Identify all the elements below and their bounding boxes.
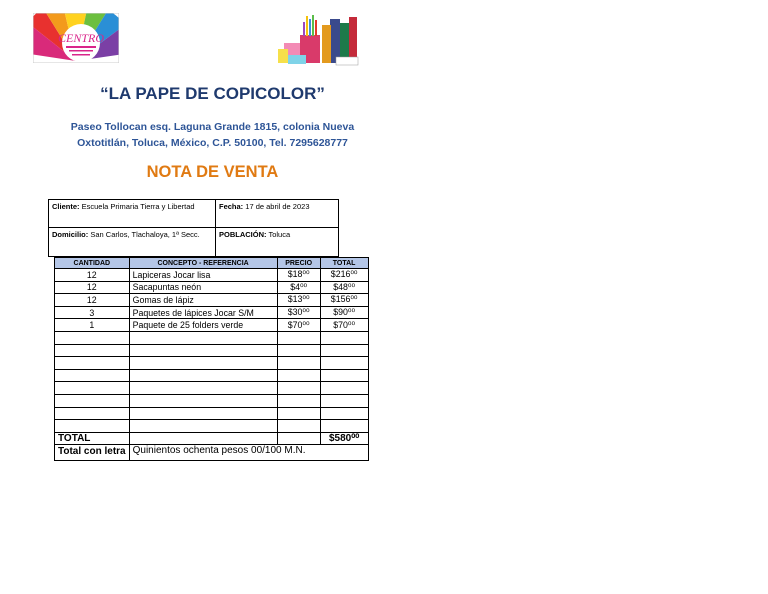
cell-total: $90⁰⁰ — [320, 306, 368, 319]
cell-total: $216⁰⁰ — [320, 269, 368, 282]
table-row — [55, 281, 369, 294]
header-precio: PRECIO — [277, 258, 320, 269]
empty-cell — [55, 382, 130, 395]
empty-cell — [129, 357, 277, 370]
empty-cell — [129, 420, 277, 433]
empty-cell — [320, 357, 368, 370]
empty-cell — [320, 344, 368, 357]
divider-horizontal — [49, 227, 338, 228]
cell-precio: $30⁰⁰ — [277, 306, 320, 319]
empty-cell — [55, 344, 130, 357]
cell-precio: $18⁰⁰ — [277, 269, 320, 282]
header-total: TOTAL — [320, 258, 368, 269]
cell-total: $48⁰⁰ — [320, 281, 368, 294]
poblacion-label: POBLACIÓN: — [219, 230, 267, 239]
domicilio-label: Domicilio: — [52, 230, 89, 239]
cell-cantidad: 12 — [55, 281, 130, 294]
empty-table-row — [55, 331, 369, 344]
total-value: $580⁰⁰ — [320, 432, 368, 445]
cliente-value: Escuela Primaria Tierra y Libertad — [79, 202, 195, 211]
customer-info-box — [48, 199, 339, 257]
cell-precio: $70⁰⁰ — [277, 319, 320, 332]
empty-cell — [277, 420, 320, 433]
empty-table-row — [55, 344, 369, 357]
table-row — [55, 269, 369, 282]
svg-text:CENTRO: CENTRO — [57, 31, 105, 45]
cliente-field — [52, 202, 195, 211]
fecha-field — [219, 202, 310, 211]
document-title: NOTA DE VENTA — [146, 163, 279, 181]
empty-cell — [129, 382, 277, 395]
empty-cell — [320, 394, 368, 407]
header-concepto: CONCEPTO - REFERENCIA — [129, 258, 277, 269]
empty-cell — [320, 331, 368, 344]
domicilio-field — [52, 230, 200, 239]
empty-cell — [277, 394, 320, 407]
domicilio-value: San Carlos, Tlachaloya, 1ª Secc. — [88, 230, 200, 239]
cell-cantidad: 3 — [55, 306, 130, 319]
cell-cantidad: 12 — [55, 294, 130, 307]
cell-total: $156⁰⁰ — [320, 294, 368, 307]
empty-cell — [277, 407, 320, 420]
total-label: TOTAL — [55, 432, 130, 445]
total-blank-precio — [277, 432, 320, 445]
cell-total: $70⁰⁰ — [320, 319, 368, 332]
empty-cell — [277, 382, 320, 395]
table-row — [55, 294, 369, 307]
table-header-row — [55, 258, 369, 269]
empty-cell — [129, 369, 277, 382]
cliente-label: Cliente: — [52, 202, 80, 211]
empty-cell — [277, 344, 320, 357]
empty-cell — [277, 357, 320, 370]
stationery-supplies-icon — [278, 13, 364, 67]
cell-cantidad: 12 — [55, 269, 130, 282]
empty-cell — [55, 394, 130, 407]
table-row — [55, 306, 369, 319]
cell-precio: $13⁰⁰ — [277, 294, 320, 307]
empty-cell — [55, 331, 130, 344]
empty-table-row — [55, 407, 369, 420]
empty-cell — [129, 344, 277, 357]
cell-concepto: Sacapuntas neón — [129, 281, 277, 294]
empty-cell — [320, 369, 368, 382]
empty-cell — [320, 407, 368, 420]
empty-table-row — [55, 420, 369, 433]
empty-cell — [55, 420, 130, 433]
total-blank-concepto — [129, 432, 277, 445]
empty-table-row — [55, 357, 369, 370]
address-line-2: Oxtotitlán, Toluca, México, C.P. 50100, Tel. 7295628777 — [77, 137, 348, 149]
poblacion-value: Toluca — [266, 230, 291, 239]
empty-cell — [129, 331, 277, 344]
empty-cell — [277, 331, 320, 344]
empty-cell — [277, 369, 320, 382]
fecha-label: Fecha: — [219, 202, 244, 211]
divider-vertical — [215, 200, 216, 256]
address-line-1: Paseo Tollocan esq. Laguna Grande 1815, colonia Nueva — [70, 121, 355, 133]
empty-cell — [129, 394, 277, 407]
cell-concepto: Gomas de lápiz — [129, 294, 277, 307]
total-row — [55, 432, 369, 445]
empty-table-row — [55, 394, 369, 407]
amount-in-words-value: Quinientos ochenta pesos 00/100 M.N. — [129, 445, 368, 461]
cell-concepto: Paquete de 25 folders verde — [129, 319, 277, 332]
empty-cell — [55, 357, 130, 370]
empty-cell — [129, 407, 277, 420]
header-cantidad: CANTIDAD — [55, 258, 130, 269]
empty-cell — [55, 369, 130, 382]
table-row — [55, 319, 369, 332]
amount-in-words-label: Total con letra — [55, 445, 130, 461]
fecha-value: 17 de abril de 2023 — [243, 202, 310, 211]
cell-cantidad: 1 — [55, 319, 130, 332]
amount-in-words-row — [55, 445, 369, 461]
empty-cell — [320, 382, 368, 395]
empty-table-row — [55, 382, 369, 395]
cell-concepto: Lapiceras Jocar lisa — [129, 269, 277, 282]
cell-precio: $4⁰⁰ — [277, 281, 320, 294]
cell-concepto: Paquetes de lápices Jocar S/M — [129, 306, 277, 319]
empty-cell — [55, 407, 130, 420]
empty-table-row — [55, 369, 369, 382]
items-table — [54, 257, 369, 461]
store-address — [0, 119, 425, 151]
empty-cell — [320, 420, 368, 433]
poblacion-field — [219, 230, 290, 239]
store-name: “LA PAPE DE COPICOLOR” — [100, 84, 325, 103]
centro-logo-icon — [33, 13, 119, 63]
